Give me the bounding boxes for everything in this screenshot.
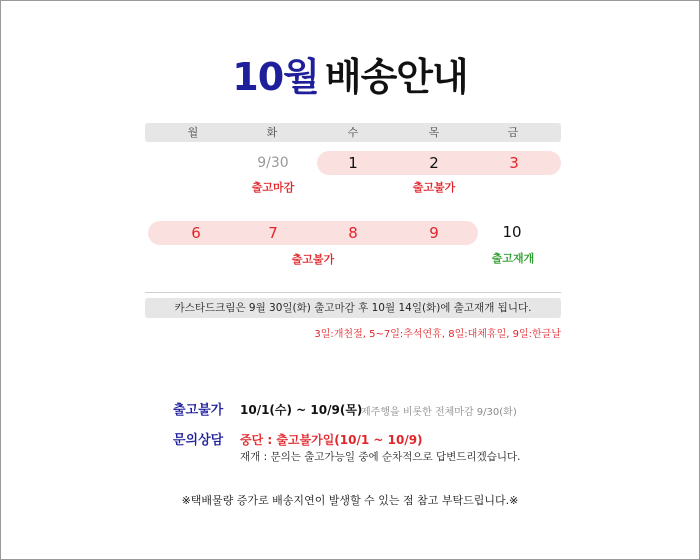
weekday-tue: 화 <box>266 126 278 139</box>
date-3: 3 <box>509 154 519 172</box>
weekday-thu: 목 <box>428 126 440 139</box>
weekday-header <box>145 123 561 142</box>
weekday-wed: 수 <box>347 126 359 139</box>
date-9: 9 <box>429 224 439 242</box>
notice-bar: 카스타드크림은 9월 30일(화) 출고마감 후 10월 14일(화)에 출고재개 됩니다. <box>145 298 561 318</box>
footer-note: ※택배물량 증가로 배송지연이 발생할 수 있는 점 참고 부탁드립니다.※ <box>181 494 519 507</box>
weekday-mon: 월 <box>187 126 199 139</box>
tag-resume: 출고재개 <box>491 252 535 265</box>
tag-closed-week1: 출고불가 <box>412 181 456 194</box>
date-0930: 9/30 <box>257 155 289 171</box>
tag-cutoff: 출고마감 <box>251 181 295 194</box>
date-1: 1 <box>348 154 358 172</box>
unavailable-label: 출고불가 <box>173 403 224 418</box>
date-6: 6 <box>191 224 201 242</box>
title-text: 배송안내 <box>324 55 468 99</box>
date-7: 7 <box>268 224 278 242</box>
date-8: 8 <box>348 224 358 242</box>
inquiry-stop: 중단 : 출고불가일(10/1 ~ 10/9) <box>240 433 423 447</box>
inquiry-resume: 재개 : 문의는 출고가능일 중에 순차적으로 답변드리겠습니다. <box>240 451 521 463</box>
title-month: 10월 <box>232 55 319 99</box>
unavailable-note: 제주행을 비롯한 전체마감 9/30(화) <box>361 407 517 418</box>
divider <box>145 292 561 293</box>
tag-closed-week2: 출고불가 <box>291 253 335 266</box>
inquiry-label: 문의상담 <box>173 433 224 448</box>
page-title <box>0 46 700 101</box>
date-2: 2 <box>429 154 439 172</box>
weekday-fri: 금 <box>507 126 519 139</box>
unavailable-dates: 10/1(수) ~ 10/9(목) <box>240 403 363 417</box>
holiday-note: 3일:개천절, 5~7일:추석연휴, 8일:대체휴일, 9일:한글날 <box>314 329 561 340</box>
date-10: 10 <box>502 223 522 241</box>
